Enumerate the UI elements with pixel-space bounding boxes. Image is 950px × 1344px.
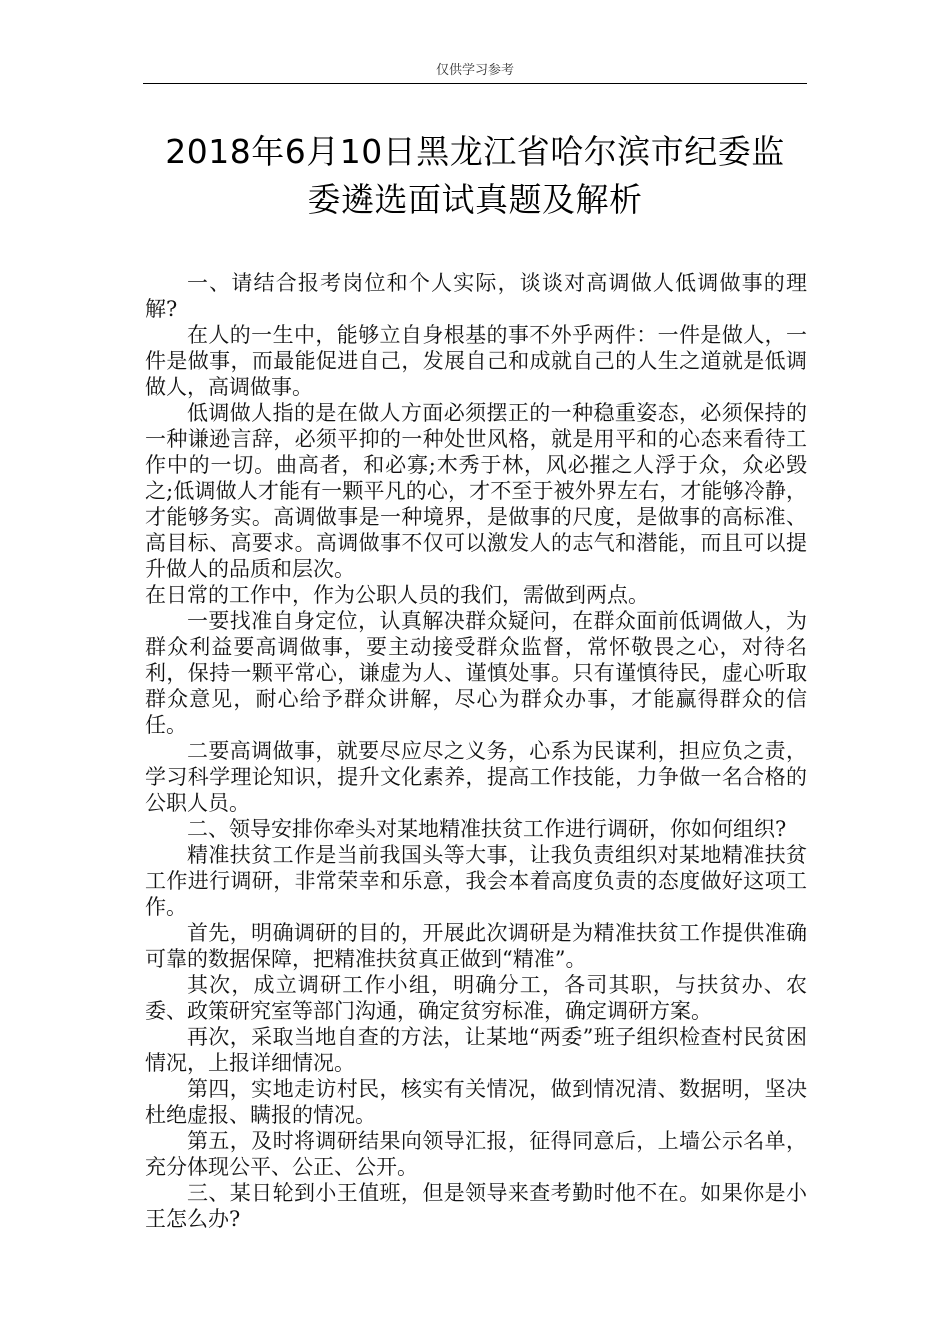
question-1: 一、请结合报考岗位和个人实际，谈谈对高调做人低调做事的理解? <box>145 271 807 321</box>
paragraph: 首先，明确调研的目的，开展此次调研是为精准扶贫工作提供准确可靠的数据保障，把精准扶贫真正做到“精准”。 <box>145 921 807 971</box>
paragraph: 再次，采取当地自查的方法，让某地“两委”班子组织检查村民贫困情况，上报详细情况。 <box>145 1025 807 1075</box>
question-3: 三、某日轮到小王值班，但是领导来查考勤时他不在。如果你是小王怎么办? <box>145 1181 807 1231</box>
header-divider <box>143 83 807 84</box>
paragraph: 第四，实地走访村民，核实有关情况，做到情况清、数据明，坚决杜绝虚报、瞒报的情况。 <box>145 1077 807 1127</box>
document-title <box>143 128 807 224</box>
paragraph: 第五，及时将调研结果向领导汇报，征得同意后，上墙公示名单，充分体现公平、公正、公开。 <box>145 1129 807 1179</box>
page-header: 仅供学习参考 <box>435 63 514 78</box>
paragraph: 在日常的工作中，作为公职人员的我们，需做到两点。 <box>145 583 649 607</box>
title-line-2: 委遴选面试真题及解析 <box>307 180 643 219</box>
document-body <box>145 270 807 1232</box>
paragraph: 一要找准自身定位，认真解决群众疑问，在群众面前低调做人，为群众利益要高调做事，要主动接受群众监督，常怀敬畏之心，对待名利，保持一颗平常心，谦虚为人、谨慎处事。只有谨慎待民，虚心听取群众意见，耐心给予群众讲解，尽心为群众办事，才能赢得群众的信任。 <box>145 609 807 737</box>
paragraph: 低调做人指的是在做人方面必须摆正的一种稳重姿态，必须保持的一种谦逊言辞，必须平抑的一种处世风格，就是用平和的心态来看待工作中的一切。曲高者，和必寡;木秀于林，风必摧之人浮于众，众必毁之;低调做人才能有一颗平凡的心，才不至于被外界左右，才能够冷静，才能够务实。高调做事是一种境界，是做事的尺度，是做事的高标准、高目标、高要求。高调做事不仅可以激发人的志气和潜能，而且可以提升做人的品质和层次。 <box>145 401 807 581</box>
paragraph: 精准扶贫工作是当前我国头等大事，让我负责组织对某地精准扶贫工作进行调研，非常荣幸和乐意，我会本着高度负责的态度做好这项工作。 <box>145 843 807 919</box>
paragraph: 二要高调做事，就要尽应尽之义务，心系为民谋利，担应负之责，学习科学理论知识，提升文化素养，提高工作技能，力争做一名合格的公职人员。 <box>145 739 807 815</box>
paragraph: 在人的一生中，能够立自身根基的事不外乎两件：一件是做人，一件是做事，而最能促进自己，发展自己和成就自己的人生之道就是低调做人，高调做事。 <box>145 323 807 399</box>
title-line-1: 2018年6月10日黑龙江省哈尔滨市纪委监 <box>165 132 785 171</box>
paragraph: 其次，成立调研工作小组，明确分工，各司其职，与扶贫办、农委、政策研究室等部门沟通，确定贫穷标准，确定调研方案。 <box>145 973 807 1023</box>
question-2: 二、领导安排你牵头对某地精准扶贫工作进行调研，你如何组织? <box>187 817 787 841</box>
